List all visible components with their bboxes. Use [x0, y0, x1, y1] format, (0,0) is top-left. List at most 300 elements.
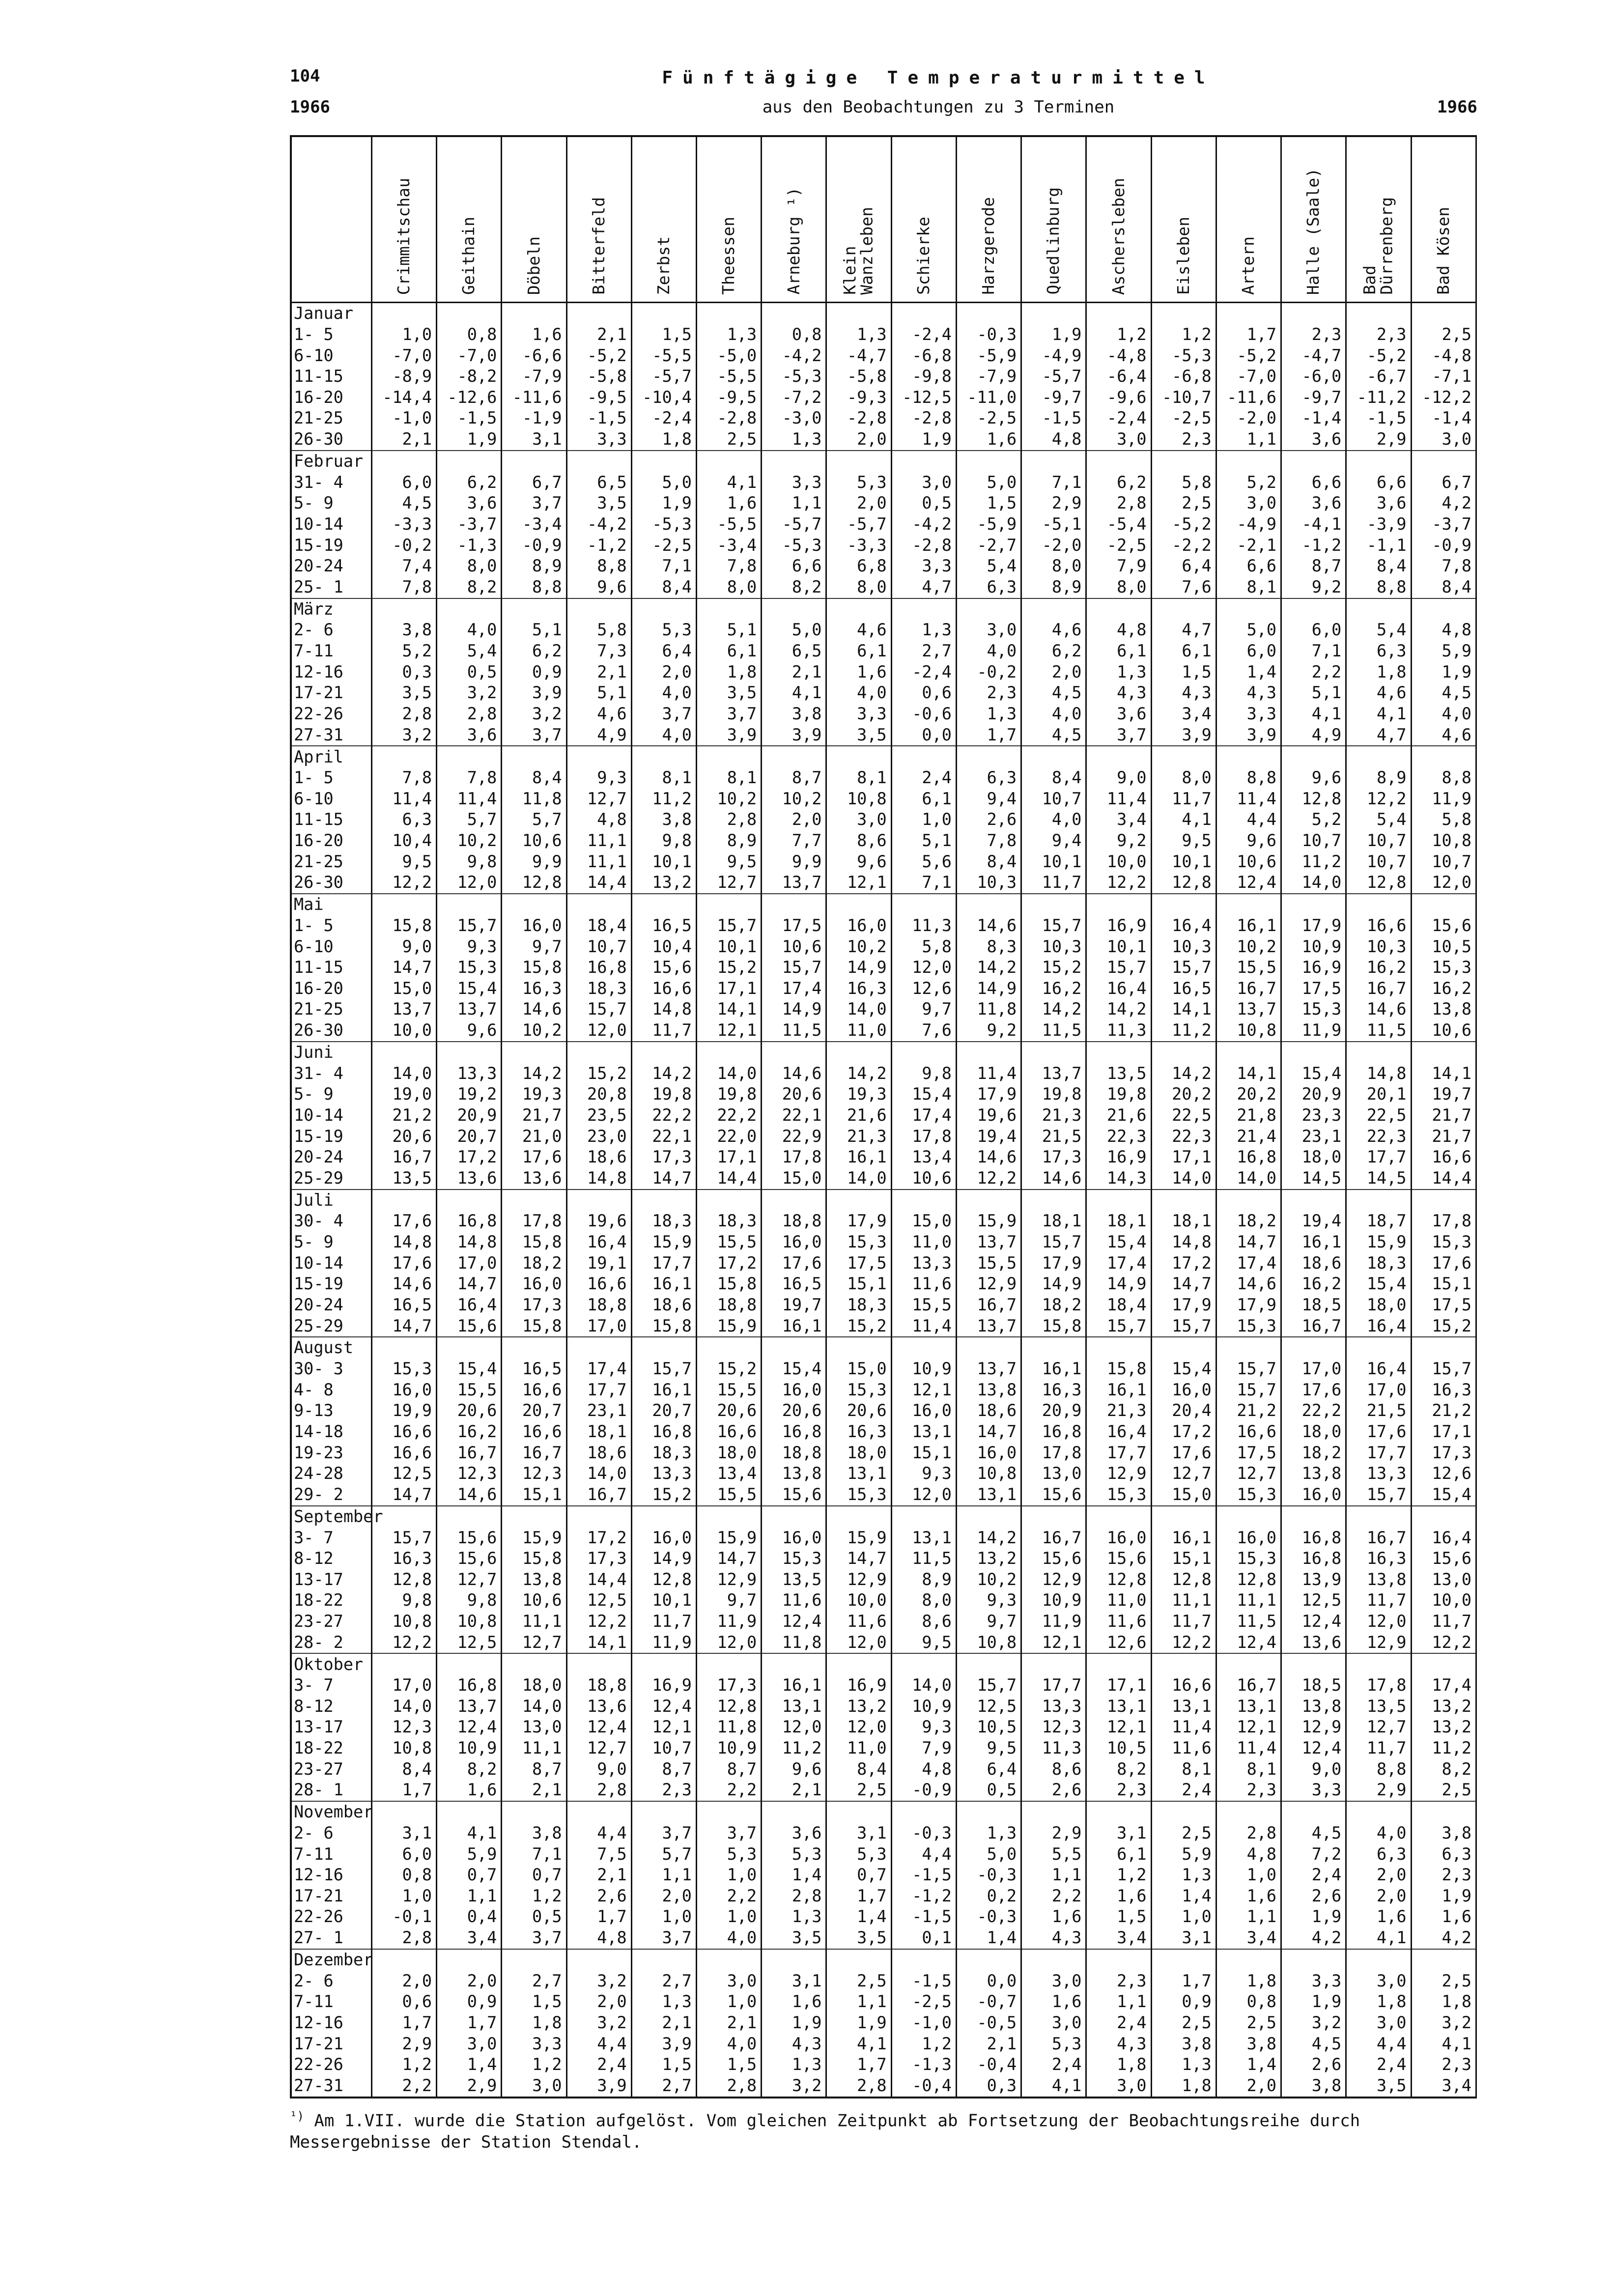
temperature-cell: 14,8: [1346, 1063, 1411, 1084]
temperature-cell: 1,3: [631, 1991, 696, 2013]
period-label: 1- 5: [291, 915, 371, 936]
temperature-cell: -1,5: [1021, 408, 1086, 429]
temperature-cell: 3,0: [1086, 2075, 1151, 2098]
table-body: [291, 303, 1476, 2098]
temperature-cell: 8,4: [1346, 556, 1411, 577]
period-label: 31- 4: [291, 472, 371, 493]
period-label: 18-22: [291, 1590, 371, 1611]
empty-cell: [502, 1337, 566, 1359]
temperature-cell: 12,1: [1021, 1632, 1086, 1653]
temperature-cell: 4,0: [1021, 809, 1086, 830]
empty-cell: [631, 1190, 696, 1211]
temperature-cell: 10,9: [437, 1738, 502, 1759]
temperature-cell: 11,7: [1021, 872, 1086, 894]
empty-cell: [1086, 1653, 1151, 1675]
temperature-cell: 12,0: [437, 872, 502, 894]
footnote-text: Am 1.VII. wurde die Station aufgelöst. Vom gleichen Zeitpunkt ab Fortsetzung der Beobachtungsreihe durch Messergebnisse der Station Stendal.: [290, 2111, 1360, 2153]
temperature-cell: 13,5: [1086, 1063, 1151, 1084]
temperature-cell: 18,2: [502, 1253, 566, 1274]
temperature-cell: 0,7: [502, 1865, 566, 1886]
temperature-cell: 16,7: [502, 1443, 566, 1464]
temperature-cell: 1,1: [437, 1886, 502, 1907]
station-name: Klein Wanzleben: [840, 207, 877, 295]
temperature-cell: 16,0: [631, 1527, 696, 1548]
temperature-cell: 15,1: [826, 1274, 891, 1295]
temperature-cell: 17,2: [1151, 1253, 1216, 1274]
temperature-cell: 11,6: [826, 1611, 891, 1632]
temperature-cell: 1,0: [1216, 1865, 1281, 1886]
temperature-cell: 17,7: [1086, 1443, 1151, 1464]
temperature-cell: 3,8: [1411, 1823, 1476, 1844]
table-row: [291, 2033, 1476, 2054]
temperature-cell: 14,6: [762, 1063, 826, 1084]
temperature-cell: 1,5: [956, 493, 1021, 514]
temperature-cell: 15,7: [1216, 1359, 1281, 1380]
temperature-cell: -3,9: [1346, 514, 1411, 535]
temperature-cell: 21,2: [371, 1105, 436, 1126]
temperature-cell: 17,3: [566, 1548, 631, 1569]
temperature-cell: 3,9: [696, 724, 761, 746]
temperature-cell: -0,4: [891, 2075, 956, 2098]
empty-cell: [631, 1337, 696, 1359]
temperature-cell: 1,2: [502, 1886, 566, 1907]
temperature-cell: 22,2: [631, 1105, 696, 1126]
temperature-cell: 3,1: [762, 1971, 826, 1992]
temperature-cell: 3,8: [631, 809, 696, 830]
temperature-cell: 5,9: [437, 1844, 502, 1865]
temperature-cell: 20,4: [1151, 1400, 1216, 1421]
table-row: [291, 2054, 1476, 2075]
temperature-cell: 11,7: [631, 1020, 696, 1042]
temperature-cell: 16,9: [826, 1675, 891, 1696]
temperature-cell: -5,2: [566, 345, 631, 367]
temperature-cell: 3,0: [1021, 2013, 1086, 2034]
empty-cell: [1346, 1042, 1411, 1063]
station-header: [1086, 136, 1151, 303]
temperature-cell: 9,7: [696, 1590, 761, 1611]
temperature-cell: -1,2: [566, 535, 631, 556]
temperature-cell: 3,1: [1151, 1928, 1216, 1949]
empty-cell: [437, 1190, 502, 1211]
empty-cell: [566, 1506, 631, 1528]
table-row: [291, 957, 1476, 978]
temperature-cell: 12,4: [1281, 1611, 1346, 1632]
temperature-cell: -9,7: [1281, 387, 1346, 408]
temperature-cell: 8,9: [891, 1569, 956, 1590]
empty-cell: [696, 894, 761, 915]
temperature-cell: -1,4: [1281, 408, 1346, 429]
temperature-cell: -3,3: [371, 514, 436, 535]
temperature-cell: -2,4: [891, 324, 956, 345]
table-row: [291, 366, 1476, 387]
temperature-cell: 2,5: [1411, 324, 1476, 345]
empty-cell: [956, 894, 1021, 915]
year-left: 1966: [290, 97, 330, 117]
temperature-cell: 17,7: [1346, 1443, 1411, 1464]
temperature-cell: 17,0: [1346, 1380, 1411, 1401]
temperature-cell: 16,4: [566, 1232, 631, 1253]
empty-cell: [1216, 1653, 1281, 1675]
temperature-cell: 15,4: [1086, 1232, 1151, 1253]
temperature-cell: 10,2: [826, 936, 891, 958]
station-name: Döbeln: [524, 236, 543, 295]
temperature-cell: 16,7: [1346, 1527, 1411, 1548]
period-label: 8-12: [291, 1696, 371, 1717]
temperature-cell: 9,0: [566, 1759, 631, 1780]
temperature-cell: 14,7: [826, 1548, 891, 1569]
temperature-cell: 7,6: [1151, 577, 1216, 598]
temperature-cell: 8,2: [1086, 1759, 1151, 1780]
temperature-cell: 13,8: [1411, 999, 1476, 1020]
temperature-cell: 8,8: [1346, 577, 1411, 598]
temperature-cell: 15,4: [437, 1359, 502, 1380]
table-row: [291, 915, 1476, 936]
temperature-cell: 2,2: [1021, 1886, 1086, 1907]
temperature-cell: 16,0: [502, 915, 566, 936]
temperature-cell: 15,1: [1411, 1274, 1476, 1295]
temperature-cell: 4,3: [1086, 682, 1151, 704]
temperature-cell: 15,3: [1281, 999, 1346, 1020]
temperature-cell: 2,4: [566, 2054, 631, 2075]
empty-cell: [956, 1801, 1021, 1823]
temperature-cell: 2,2: [696, 1886, 761, 1907]
empty-cell: [1216, 598, 1281, 620]
temperature-cell: 3,4: [1086, 1928, 1151, 1949]
temperature-cell: 0,1: [891, 1928, 956, 1949]
temperature-cell: 14,5: [1346, 1168, 1411, 1190]
temperature-cell: 3,1: [371, 1823, 436, 1844]
temperature-cell: 17,8: [1021, 1443, 1086, 1464]
period-label: 2- 6: [291, 1823, 371, 1844]
empty-cell: [1411, 1653, 1476, 1675]
temperature-cell: 3,0: [1216, 493, 1281, 514]
temperature-cell: 10,9: [891, 1696, 956, 1717]
empty-cell: [891, 1506, 956, 1528]
temperature-cell: 10,0: [826, 1590, 891, 1611]
temperature-cell: 7,1: [502, 1844, 566, 1865]
temperature-cell: 17,3: [1021, 1147, 1086, 1168]
temperature-cell: -4,1: [1281, 514, 1346, 535]
temperature-cell: 11,9: [1021, 1611, 1086, 1632]
temperature-cell: 17,4: [1216, 1253, 1281, 1274]
period-label: 25-29: [291, 1168, 371, 1190]
temperature-cell: 6,3: [956, 577, 1021, 598]
temperature-cell: 14,9: [762, 999, 826, 1020]
temperature-cell: 2,7: [891, 641, 956, 662]
empty-cell: [371, 1042, 436, 1063]
temperature-cell: 20,6: [826, 1400, 891, 1421]
temperature-cell: 4,9: [1281, 724, 1346, 746]
period-label: 28- 1: [291, 1780, 371, 1801]
temperature-cell: 15,6: [1411, 915, 1476, 936]
temperature-cell: -3,4: [502, 514, 566, 535]
temperature-cell: 1,1: [826, 1991, 891, 2013]
temperature-cell: 15,4: [1151, 1359, 1216, 1380]
temperature-cell: 18,1: [1151, 1211, 1216, 1232]
temperature-cell: 6,1: [1086, 1844, 1151, 1865]
table-row: [291, 1991, 1476, 2013]
temperature-cell: 15,7: [1346, 1484, 1411, 1506]
temperature-cell: 9,8: [437, 1590, 502, 1611]
temperature-cell: 1,2: [1086, 324, 1151, 345]
table-row: [291, 851, 1476, 873]
empty-cell: [1281, 451, 1346, 472]
temperature-cell: 9,9: [762, 851, 826, 873]
temperature-cell: 5,5: [1021, 1844, 1086, 1865]
temperature-cell: 12,7: [566, 1738, 631, 1759]
temperature-cell: 3,0: [1411, 429, 1476, 451]
period-label: 22-26: [291, 2054, 371, 2075]
temperature-cell: 12,1: [1086, 1717, 1151, 1738]
temperature-cell: -1,2: [891, 1886, 956, 1907]
period-label: 11-15: [291, 366, 371, 387]
empty-cell: [1086, 1801, 1151, 1823]
temperature-cell: 13,7: [956, 1232, 1021, 1253]
temperature-cell: -2,4: [1086, 408, 1151, 429]
temperature-cell: 2,5: [1411, 1780, 1476, 1801]
temperature-cell: 14,0: [566, 1463, 631, 1484]
empty-cell: [956, 1506, 1021, 1528]
temperature-cell: -5,3: [762, 535, 826, 556]
empty-cell: [826, 451, 891, 472]
temperature-cell: 12,6: [891, 978, 956, 999]
temperature-cell: 13,1: [956, 1484, 1021, 1506]
temperature-cell: 19,0: [371, 1084, 436, 1105]
temperature-cell: 16,1: [1216, 915, 1281, 936]
temperature-cell: 9,6: [762, 1759, 826, 1780]
temperature-cell: 10,9: [1281, 936, 1346, 958]
temperature-cell: -11,0: [956, 387, 1021, 408]
temperature-cell: 8,9: [1346, 767, 1411, 789]
temperature-cell: 3,5: [1346, 2075, 1411, 2098]
table-row: [291, 1315, 1476, 1337]
temperature-cell: 12,4: [631, 1696, 696, 1717]
temperature-cell: 1,1: [762, 493, 826, 514]
temperature-cell: 16,8: [1281, 1527, 1346, 1548]
temperature-cell: 16,5: [1151, 978, 1216, 999]
temperature-cell: -0,9: [502, 535, 566, 556]
temperature-cell: -2,5: [1086, 535, 1151, 556]
table-row: [291, 1780, 1476, 1801]
temperature-cell: 4,0: [696, 1928, 761, 1949]
temperature-cell: 13,1: [891, 1421, 956, 1443]
temperature-cell: 10,3: [1151, 936, 1216, 958]
empty-cell: [1411, 1801, 1476, 1823]
empty-cell: [631, 894, 696, 915]
temperature-cell: 1,3: [891, 620, 956, 641]
temperature-cell: 15,8: [502, 1315, 566, 1337]
temperature-cell: 8,1: [631, 767, 696, 789]
temperature-cell: 8,6: [1021, 1759, 1086, 1780]
table-row: [291, 789, 1476, 810]
table-row: [291, 999, 1476, 1020]
temperature-cell: 9,7: [891, 999, 956, 1020]
temperature-cell: -6,4: [1086, 366, 1151, 387]
temperature-cell: 14,9: [1021, 1274, 1086, 1295]
period-label: 21-25: [291, 851, 371, 873]
temperature-cell: 12,2: [371, 872, 436, 894]
temperature-cell: -5,5: [696, 514, 761, 535]
temperature-cell: 2,8: [437, 704, 502, 725]
temperature-cell: 11,0: [826, 1020, 891, 1042]
temperature-cell: 15,3: [371, 1359, 436, 1380]
temperature-cell: 16,0: [762, 1380, 826, 1401]
temperature-cell: 12,9: [1021, 1569, 1086, 1590]
temperature-cell: 11,6: [1151, 1738, 1216, 1759]
temperature-cell: -0,3: [956, 1865, 1021, 1886]
temperature-cell: 14,7: [437, 1274, 502, 1295]
temperature-cell: -5,7: [631, 366, 696, 387]
temperature-cell: 16,7: [1281, 1315, 1346, 1337]
temperature-cell: 18,4: [566, 915, 631, 936]
temperature-cell: 7,1: [631, 556, 696, 577]
temperature-cell: 5,9: [1151, 1844, 1216, 1865]
temperature-cell: 10,6: [762, 936, 826, 958]
temperature-cell: -7,0: [437, 345, 502, 367]
temperature-cell: 21,2: [1411, 1400, 1476, 1421]
temperature-cell: -0,3: [956, 1906, 1021, 1928]
temperature-cell: 13,6: [502, 1168, 566, 1190]
temperature-cell: -6,8: [891, 345, 956, 367]
temperature-cell: 16,7: [1346, 978, 1411, 999]
empty-cell: [437, 1337, 502, 1359]
temperature-cell: 14,4: [1411, 1168, 1476, 1190]
empty-cell: [1281, 598, 1346, 620]
temperature-cell: 1,7: [566, 1906, 631, 1928]
temperature-cell: 12,4: [437, 1717, 502, 1738]
temperature-cell: -5,7: [826, 514, 891, 535]
temperature-cell: 9,2: [1281, 577, 1346, 598]
empty-cell: [891, 894, 956, 915]
table-row: [291, 324, 1476, 345]
temperature-cell: 3,6: [762, 1823, 826, 1844]
temperature-cell: 10,8: [1216, 1020, 1281, 1042]
temperature-cell: 1,1: [1021, 1865, 1086, 1886]
temperature-cell: 10,3: [1021, 936, 1086, 958]
temperature-cell: 12,9: [1281, 1717, 1346, 1738]
empty-cell: [1086, 894, 1151, 915]
temperature-cell: 15,2: [696, 1359, 761, 1380]
temperature-cell: -5,8: [826, 366, 891, 387]
temperature-cell: 6,0: [371, 472, 436, 493]
temperature-cell: 2,7: [631, 2075, 696, 2098]
empty-cell: [762, 1042, 826, 1063]
temperature-cell: 18,3: [631, 1443, 696, 1464]
temperature-cell: 17,3: [502, 1295, 566, 1316]
temperature-cell: 14,0: [1216, 1168, 1281, 1190]
period-label: 24-28: [291, 1463, 371, 1484]
temperature-cell: 15,7: [956, 1675, 1021, 1696]
temperature-cell: -10,4: [631, 387, 696, 408]
temperature-cell: 14,0: [891, 1675, 956, 1696]
temperature-cell: 17,0: [371, 1675, 436, 1696]
table-row: [291, 872, 1476, 894]
temperature-cell: 6,6: [1281, 472, 1346, 493]
temperature-cell: 17,3: [1411, 1443, 1476, 1464]
temperature-cell: 16,1: [1151, 1527, 1216, 1548]
empty-cell: [566, 1653, 631, 1675]
period-label: 27-31: [291, 2075, 371, 2098]
temperature-cell: 20,6: [437, 1400, 502, 1421]
temperature-cell: 16,6: [371, 1443, 436, 1464]
temperature-cell: 2,1: [502, 1780, 566, 1801]
temperature-cell: -0,1: [371, 1906, 436, 1928]
temperature-cell: 1,1: [1086, 1991, 1151, 2013]
temperature-cell: 1,3: [1151, 1865, 1216, 1886]
empty-cell: [566, 1949, 631, 1971]
temperature-cell: 2,5: [1151, 2013, 1216, 2034]
temperature-cell: 3,0: [1346, 1971, 1411, 1992]
temperature-cell: -5,5: [631, 345, 696, 367]
temperature-cell: 18,0: [696, 1443, 761, 1464]
empty-cell: [1411, 598, 1476, 620]
temperature-cell: 3,7: [502, 724, 566, 746]
temperature-cell: 16,3: [826, 978, 891, 999]
temperature-cell: 9,5: [371, 851, 436, 873]
temperature-cell: 0,4: [437, 1906, 502, 1928]
temperature-cell: 18,5: [1281, 1295, 1346, 1316]
temperature-cell: 18,8: [696, 1295, 761, 1316]
empty-cell: [956, 1653, 1021, 1675]
empty-cell: [502, 1506, 566, 1528]
temperature-cell: 1,6: [1021, 1906, 1086, 1928]
temperature-cell: -4,7: [1281, 345, 1346, 367]
table-row: [291, 1632, 1476, 1653]
temperature-cell: 1,5: [696, 2054, 761, 2075]
temperature-cell: 13,3: [437, 1063, 502, 1084]
temperature-cell: 11,5: [1346, 1020, 1411, 1042]
empty-cell: [1151, 303, 1216, 324]
temperature-cell: -10,7: [1151, 387, 1216, 408]
temperature-cell: 7,8: [696, 556, 761, 577]
temperature-cell: 12,8: [1281, 789, 1346, 810]
station-name: Theessen: [719, 217, 738, 295]
temperature-cell: 17,8: [891, 1126, 956, 1147]
temperature-cell: 4,1: [1151, 809, 1216, 830]
temperature-cell: 4,6: [566, 704, 631, 725]
temperature-cell: 18,3: [826, 1295, 891, 1316]
temperature-cell: 12,0: [891, 1484, 956, 1506]
temperature-cell: 3,1: [826, 1823, 891, 1844]
temperature-cell: 14,6: [1346, 999, 1411, 1020]
temperature-cell: 1,2: [891, 2033, 956, 2054]
period-label: 13-17: [291, 1717, 371, 1738]
empty-cell: [762, 451, 826, 472]
temperature-cell: 4,5: [1021, 682, 1086, 704]
temperature-cell: 17,6: [1411, 1253, 1476, 1274]
temperature-cell: 1,8: [631, 429, 696, 451]
temperature-cell: 1,3: [696, 324, 761, 345]
temperature-cell: 2,1: [371, 429, 436, 451]
temperature-cell: 10,5: [956, 1717, 1021, 1738]
temperature-cell: 4,5: [1281, 1823, 1346, 1844]
temperature-cell: 1,6: [1216, 1886, 1281, 1907]
temperature-cell: 11,0: [1086, 1590, 1151, 1611]
temperature-cell: 8,7: [762, 767, 826, 789]
temperature-cell: 4,0: [437, 620, 502, 641]
empty-cell: [566, 1042, 631, 1063]
empty-cell: [762, 1337, 826, 1359]
empty-cell: [631, 1506, 696, 1528]
empty-cell: [1346, 1506, 1411, 1528]
temperature-cell: 16,2: [1346, 957, 1411, 978]
temperature-cell: 21,5: [1346, 1400, 1411, 1421]
temperature-cell: 2,8: [371, 704, 436, 725]
temperature-cell: 2,0: [762, 809, 826, 830]
temperature-cell: 1,9: [1281, 1906, 1346, 1928]
temperature-cell: 1,2: [1151, 324, 1216, 345]
empty-cell: [502, 1801, 566, 1823]
